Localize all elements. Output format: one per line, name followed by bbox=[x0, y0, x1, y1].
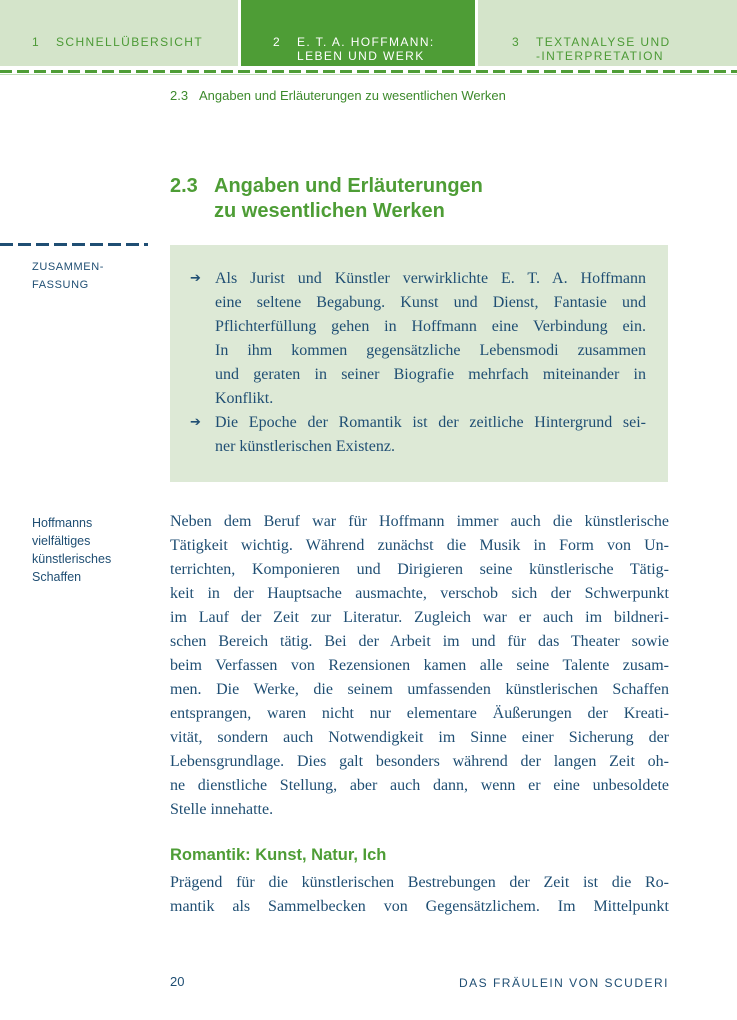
summary-line: In ihm kommen gegensätzliche Lebensmodi zusammen bbox=[215, 342, 646, 359]
summary-line: Die Epoche der Romantik ist der zeitliche Hintergrund sei- bbox=[215, 414, 646, 431]
tab-number: 1 bbox=[32, 35, 41, 49]
nav-tab-textanalyse[interactable] bbox=[478, 0, 737, 66]
summary-bullet bbox=[190, 267, 646, 411]
paragraph-line: keit in der Hauptsache ausmachte, verschob sich der Schwerpunkt bbox=[170, 585, 669, 602]
book-title: DAS FRÄULEIN VON SCUDERI bbox=[458, 976, 669, 990]
paragraph-line: schen Bereich tätig. Bei der Arbeit im und für das Theater sowie bbox=[170, 633, 669, 650]
section-subheading: Romantik: Kunst, Natur, Ich bbox=[170, 846, 387, 864]
paragraph-line: beim Verfassen von Rezensionen kamen alle seine Talente zusam- bbox=[170, 657, 669, 674]
tab-label: SCHNELLÜBERSICHT bbox=[56, 35, 204, 49]
paragraph-line: vität, sondern auch Notwendigkeit im Sinne einer Sicherung der bbox=[170, 729, 669, 746]
nav-tab-leben-und-werk[interactable] bbox=[241, 0, 475, 66]
page-number: 20 bbox=[170, 974, 185, 989]
summary-bullet bbox=[190, 411, 646, 459]
paragraph-line: terrichten, Komponieren und Dirigieren seine künstlerische Tätig- bbox=[170, 561, 669, 578]
tab-label: TEXTANALYSE UND bbox=[536, 35, 671, 49]
chapter-number: 2.3 bbox=[170, 175, 198, 197]
paragraph-line: Tätigkeit wichtig. Während zunächst die Musik in Form von Un- bbox=[170, 537, 669, 554]
nav-tab-schnelluebersicht[interactable] bbox=[0, 0, 238, 66]
paragraph-line: Neben dem Beruf war für Hoffmann immer auch die künstlerische bbox=[170, 513, 669, 530]
chapter-title bbox=[170, 174, 483, 224]
paragraph-line: Lebensgrundlage. Dies galt besonders während der langen Zeit oh- bbox=[170, 753, 669, 770]
running-head bbox=[170, 88, 506, 103]
tab-label: E. T. A. HOFFMANN: bbox=[297, 35, 435, 49]
margin-note bbox=[32, 514, 142, 586]
summary-line: eine seltene Begabung. Kunst und Dienst, Fantasie und bbox=[215, 294, 646, 311]
margin-note-line: künstlerisches bbox=[32, 552, 112, 566]
summary-label-line1: ZUSAMMEN- bbox=[32, 261, 105, 273]
margin-note-line: vielfältiges bbox=[32, 534, 91, 548]
paragraph-line: Prägend für die künstlerischen Bestrebungen der Zeit ist die Ro- bbox=[170, 874, 669, 891]
body-paragraph bbox=[170, 871, 669, 919]
tab-number: 3 bbox=[512, 35, 521, 49]
summary-line: ner künstlerischen Existenz. bbox=[215, 438, 395, 455]
arrow-right-icon: ➔ bbox=[190, 271, 201, 286]
chapter-title-line1: Angaben und Erläuterungen bbox=[214, 175, 483, 197]
summary-line: und geraten in seiner Biografie mehrfach miteinander in bbox=[215, 366, 646, 383]
sidebar-dashed-divider bbox=[0, 243, 148, 246]
paragraph-line: entsprangen, waren nicht nur elementare Äußerungen der Kreati- bbox=[170, 705, 669, 722]
running-head-number: 2.3 bbox=[170, 88, 189, 103]
body-paragraph bbox=[170, 510, 669, 822]
paragraph-line: Stelle innehatte. bbox=[170, 801, 274, 818]
summary-line: Pflichterfüllung gehen in Hoffmann eine Verbindung ein. bbox=[215, 318, 646, 335]
tab-label-line2: -INTERPRETATION bbox=[536, 49, 664, 63]
chapter-title-line2: zu wesentlichen Werken bbox=[214, 200, 445, 222]
summary-box bbox=[170, 245, 668, 482]
margin-note-line: Hoffmanns bbox=[32, 516, 93, 530]
running-head-text: Angaben und Erläuterungen zu wesentlichen Werken bbox=[198, 88, 506, 103]
summary-line: Konflikt. bbox=[215, 390, 274, 407]
summary-line: Als Jurist und Künstler verwirklichte E. T. A. Hoffmann bbox=[215, 270, 646, 287]
paragraph-line: im Lauf der Zeit zur Literatur. Zugleich war er auch im bildneri- bbox=[170, 609, 669, 626]
header-thin-divider bbox=[0, 74, 737, 75]
arrow-right-icon: ➔ bbox=[190, 415, 201, 430]
paragraph-line: mantik als Sammelbecken von Gegensätzlichem. Im Mittelpunkt bbox=[170, 898, 669, 915]
margin-note-line: Schaffen bbox=[32, 570, 82, 584]
summary-label-line2: FASSUNG bbox=[32, 279, 89, 291]
tab-label-line2: LEBEN UND WERK bbox=[297, 49, 425, 63]
header-dashed-divider bbox=[0, 70, 737, 73]
paragraph-line: men. Die Werke, die seinem umfassenden künstlerischen Schaffen bbox=[170, 681, 669, 698]
tab-number: 2 bbox=[273, 35, 282, 49]
paragraph-line: ne dienstliche Stellung, aber auch dann, wenn er eine unbesoldete bbox=[170, 777, 669, 794]
summary-margin-label bbox=[32, 258, 104, 294]
